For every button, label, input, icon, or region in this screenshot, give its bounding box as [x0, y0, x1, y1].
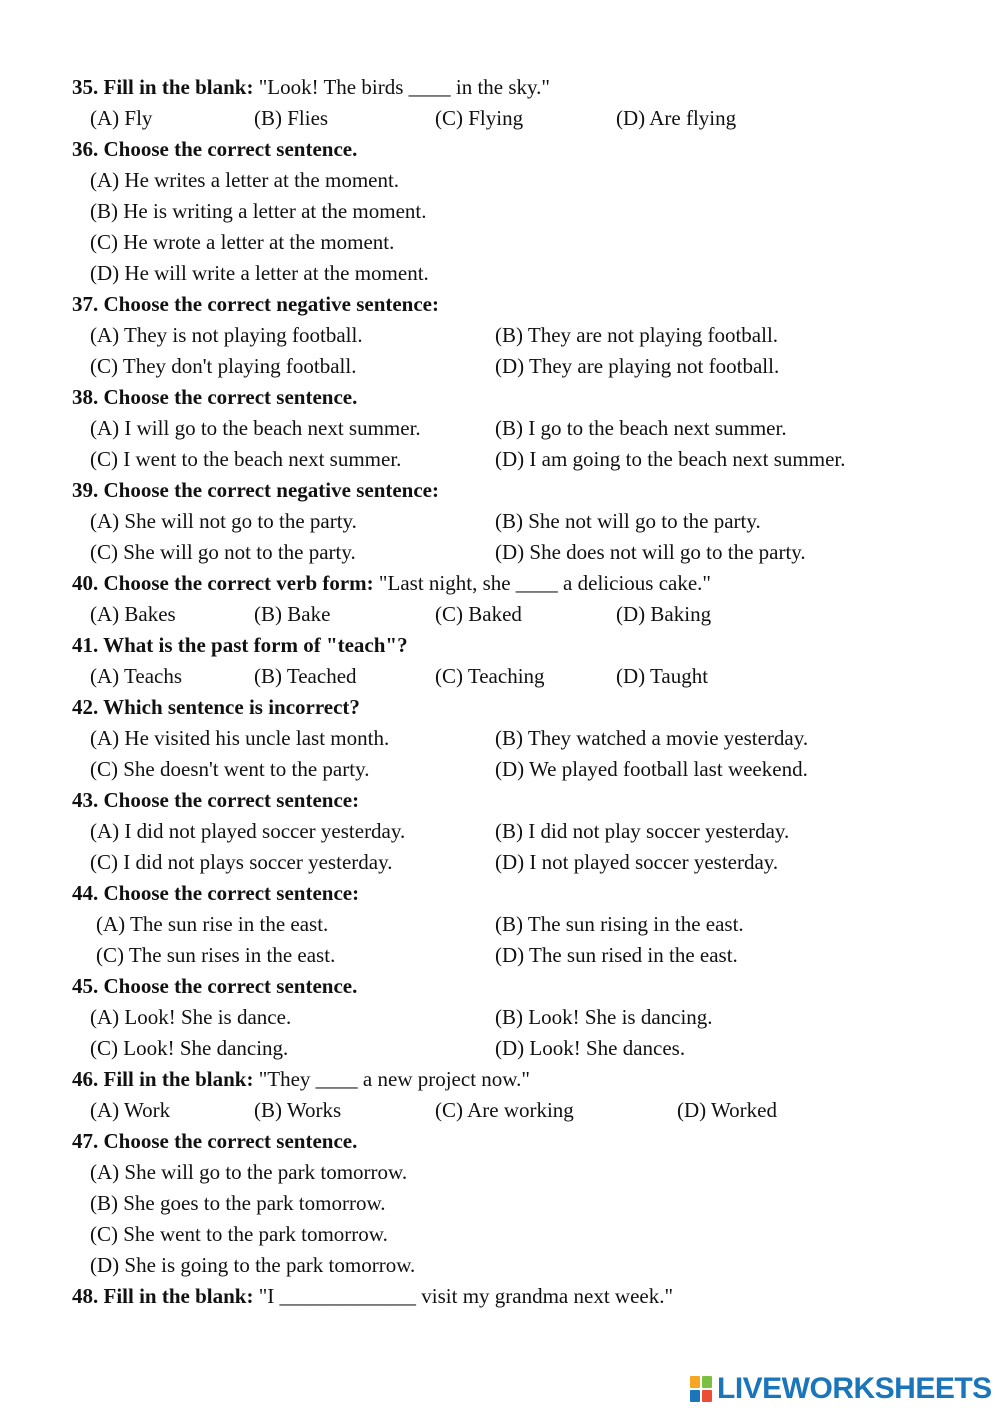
option-c[interactable]: (C) He wrote a letter at the moment.: [90, 230, 395, 254]
option-a[interactable]: (A) I did not played soccer yesterday.: [90, 819, 406, 843]
question-36: [72, 134, 972, 165]
option-b[interactable]: (B) She goes to the park tomorrow.: [90, 1191, 386, 1215]
options-row: [72, 196, 972, 227]
option-b[interactable]: (B) Teached: [254, 664, 357, 688]
question-label: 47. Choose the correct sentence.: [72, 1129, 358, 1153]
question-label: 35. Fill in the blank:: [72, 75, 254, 99]
option-c[interactable]: (C) I went to the beach next summer.: [90, 447, 402, 471]
option-b[interactable]: (B) Flies: [254, 106, 329, 130]
option-a[interactable]: (A) The sun rise in the east.: [96, 912, 329, 936]
question-label: 39. Choose the correct negative sentence:: [72, 478, 439, 502]
options-row: [72, 1095, 972, 1126]
option-c[interactable]: (C) Baked: [435, 602, 522, 626]
question-label: 38. Choose the correct sentence.: [72, 385, 358, 409]
options-row: [72, 599, 972, 630]
options-row: [72, 506, 972, 537]
option-b[interactable]: (B) Look! She is dancing.: [495, 1005, 713, 1029]
logo-square-icon: [690, 1376, 700, 1388]
option-b[interactable]: (B) Bake: [254, 602, 331, 626]
options-row: [72, 444, 972, 475]
question-35: [72, 72, 972, 103]
question-48: [72, 1281, 972, 1312]
option-c[interactable]: (C) They don't playing football.: [90, 354, 357, 378]
options-row: [72, 754, 972, 785]
logo-square-icon: [690, 1390, 700, 1402]
option-a[interactable]: (A) She will go to the park tomorrow.: [90, 1160, 408, 1184]
question-43: [72, 785, 972, 816]
question-label: 43. Choose the correct sentence:: [72, 788, 360, 812]
option-b[interactable]: (B) Works: [254, 1098, 342, 1122]
options-row: [72, 320, 972, 351]
question-41: [72, 630, 972, 661]
options-row: [72, 1002, 972, 1033]
option-b[interactable]: (B) They are not playing football.: [495, 323, 779, 347]
liveworksheets-logo: [690, 1372, 992, 1406]
option-b[interactable]: (B) They watched a movie yesterday.: [495, 726, 809, 750]
option-d[interactable]: (D) They are playing not football.: [495, 354, 780, 378]
option-a[interactable]: (A) Work: [90, 1098, 171, 1122]
option-d[interactable]: (D) Baking: [616, 602, 712, 626]
question-40: [72, 568, 972, 599]
options-row: [72, 537, 972, 568]
option-c[interactable]: (C) She doesn't went to the party.: [90, 757, 370, 781]
option-d[interactable]: (D) He will write a letter at the moment.: [90, 261, 429, 285]
option-c[interactable]: (C) Teaching: [435, 664, 545, 688]
option-a[interactable]: (A) He visited his uncle last month.: [90, 726, 390, 750]
question-39: [72, 475, 972, 506]
question-label: 46. Fill in the blank:: [72, 1067, 254, 1091]
logo-square-icon: [702, 1376, 712, 1388]
question-text: "Look! The birds ____ in the sky.": [253, 75, 550, 99]
question-label: 45. Choose the correct sentence.: [72, 974, 358, 998]
option-a[interactable]: (A) They is not playing football.: [90, 323, 363, 347]
option-d[interactable]: (D) She is going to the park tomorrow.: [90, 1253, 416, 1277]
question-37: [72, 289, 972, 320]
option-b[interactable]: (B) The sun rising in the east.: [495, 912, 744, 936]
question-label: 44. Choose the correct sentence:: [72, 881, 360, 905]
question-label: 41. What is the past form of "teach"?: [72, 633, 408, 657]
options-row: [72, 940, 972, 971]
question-label: 42. Which sentence is incorrect?: [72, 695, 360, 719]
logo-text: LIVEWORKSHEETS: [717, 1372, 992, 1405]
option-b[interactable]: (B) She not will go to the party.: [495, 509, 761, 533]
option-c[interactable]: (C) Look! She dancing.: [90, 1036, 289, 1060]
option-d[interactable]: (D) Worked: [677, 1098, 777, 1122]
logo-square-icon: [702, 1390, 712, 1402]
options-row: [72, 847, 972, 878]
option-a[interactable]: (A) He writes a letter at the moment.: [90, 168, 400, 192]
options-row: [72, 165, 972, 196]
question-label: 40. Choose the correct verb form:: [72, 571, 374, 595]
question-label: 48. Fill in the blank:: [72, 1284, 254, 1308]
question-44: [72, 878, 972, 909]
question-42: [72, 692, 972, 723]
question-46: [72, 1064, 972, 1095]
question-38: [72, 382, 972, 413]
options-row: [72, 723, 972, 754]
option-d[interactable]: (D) We played football last weekend.: [495, 757, 808, 781]
option-a[interactable]: (A) Fly: [90, 106, 153, 130]
question-label: 36. Choose the correct sentence.: [72, 137, 358, 161]
option-d[interactable]: (D) I am going to the beach next summer.: [495, 447, 846, 471]
option-c[interactable]: (C) I did not plays soccer yesterday.: [90, 850, 393, 874]
option-a[interactable]: (A) She will not go to the party.: [90, 509, 357, 533]
options-row: [72, 816, 972, 847]
options-row: [72, 351, 972, 382]
option-d[interactable]: (D) I not played soccer yesterday.: [495, 850, 779, 874]
options-row: [72, 413, 972, 444]
option-c[interactable]: (C) Flying: [435, 106, 524, 130]
option-b[interactable]: (B) I go to the beach next summer.: [495, 416, 787, 440]
options-row: [72, 1157, 972, 1188]
question-label: 37. Choose the correct negative sentence:: [72, 292, 439, 316]
options-row: [72, 258, 972, 289]
option-c[interactable]: (C) Are working: [435, 1098, 574, 1122]
option-c[interactable]: (C) The sun rises in the east.: [96, 943, 336, 967]
question-47: [72, 1126, 972, 1157]
option-c[interactable]: (C) She went to the park tomorrow.: [90, 1222, 388, 1246]
question-45: [72, 971, 972, 1002]
option-a[interactable]: (A) Bakes: [90, 602, 176, 626]
options-row: [72, 227, 972, 258]
options-row: [72, 1250, 972, 1281]
logo-grid-icon: [690, 1376, 712, 1402]
options-row: [72, 909, 972, 940]
options-row: [72, 1219, 972, 1250]
option-a[interactable]: (A) I will go to the beach next summer.: [90, 416, 421, 440]
option-d[interactable]: (D) Taught: [616, 664, 709, 688]
question-text[interactable]: "I _____________ visit my grandma next week.": [253, 1284, 674, 1308]
option-a[interactable]: (A) Look! She is dance.: [90, 1005, 292, 1029]
option-d[interactable]: (D) Are flying: [616, 106, 737, 130]
option-d[interactable]: (D) Look! She dances.: [495, 1036, 686, 1060]
option-b[interactable]: (B) I did not play soccer yesterday.: [495, 819, 790, 843]
option-d[interactable]: (D) The sun rised in the east.: [495, 943, 738, 967]
options-row: [72, 1188, 972, 1219]
worksheet: [72, 72, 972, 1312]
option-c[interactable]: (C) She will go not to the party.: [90, 540, 356, 564]
options-row: [72, 1033, 972, 1064]
option-a[interactable]: (A) Teachs: [90, 664, 183, 688]
question-text: "They ____ a new project now.": [253, 1067, 530, 1091]
option-b[interactable]: (B) He is writing a letter at the moment.: [90, 199, 427, 223]
options-row: [72, 103, 972, 134]
options-row: [72, 661, 972, 692]
option-d[interactable]: (D) She does not will go to the party.: [495, 540, 806, 564]
question-text: "Last night, she ____ a delicious cake.": [373, 571, 711, 595]
